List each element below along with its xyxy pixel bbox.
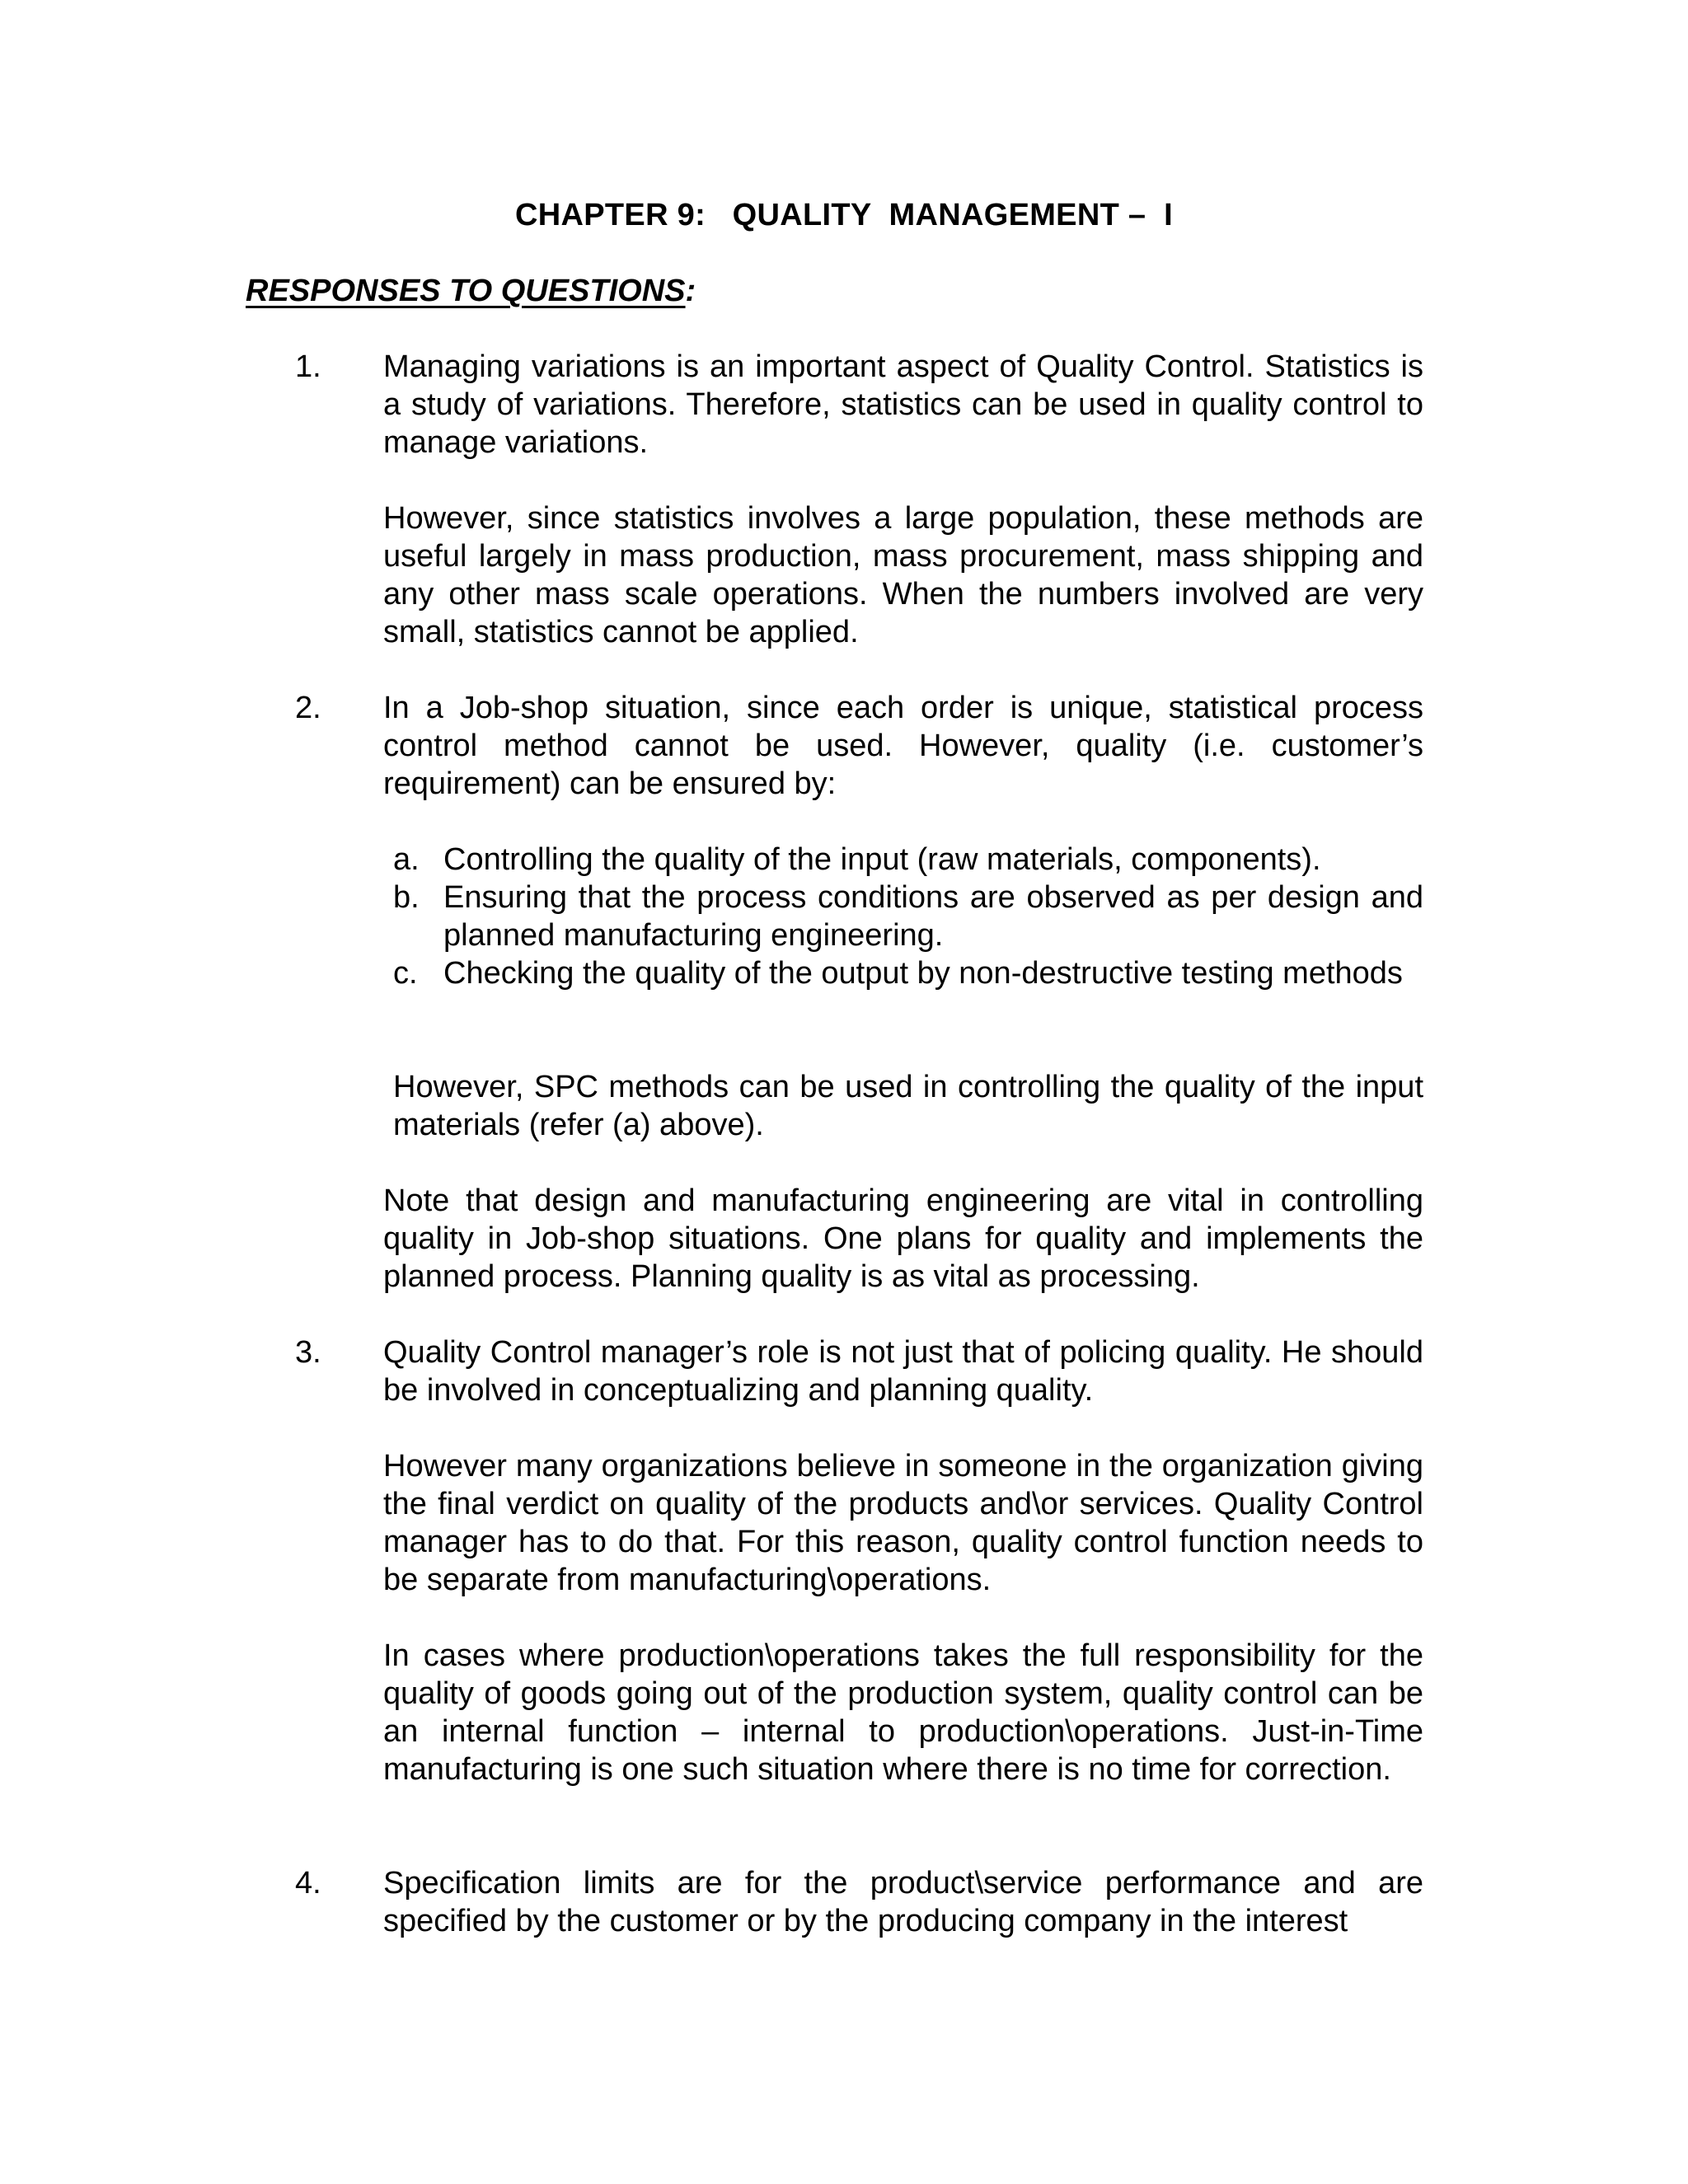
sublist-item-b: Ensuring that the process conditions are observed as per design and planned manufacturing engineering. [443,880,1423,953]
item-1-paragraph-2: However, since statistics involves a large population, these methods are useful largely in mass production, mass procurement, mass shipping and any other mass scale operations. When the numbers involved are very small, statistics cannot be applied. [383,501,1423,649]
item-4-paragraph-1: Specification limits are for the product\service performance and are specified by the customer or by the producing company in the interest [383,1866,1423,1938]
section-heading-text: RESPONSES TO QUESTIONS [246,274,686,308]
item-2-paragraph-1: In a Job-shop situation, since each order is unique, statistical process control method cannot be used. However, quality (i.e. customer’s requirement) can be ensured by: [383,691,1423,801]
sublist-letter: c. [393,956,418,991]
item-3-paragraph-1: Quality Control manager’s role is not just that of policing quality. He should be involved in conceptualizing and planning quality. [383,1335,1423,1408]
chapter-title: CHAPTER 9: QUALITY MANAGEMENT – I [515,198,1173,232]
section-heading-colon: : [685,274,696,308]
section-heading [246,272,696,310]
item-number: 3. [295,1335,321,1370]
item-number: 2. [295,691,321,725]
sublist-letter: a. [393,842,420,877]
item-number: 4. [295,1866,321,1900]
item-3-paragraph-2: However many organizations believe in someone in the organization giving the final verdict on quality of the products and\or services. Quality Control manager has to do that. For this reason, quality control function needs to be separate from manufacturing\operations. [383,1449,1423,1597]
item-1-paragraph-1: Managing variations is an important aspect of Quality Control. Statistics is a study of variations. Therefore, statistics can be used in quality control to manage variations. [383,349,1423,460]
item-number: 1. [295,349,321,384]
item-3-paragraph-3: In cases where production\operations takes the full responsibility for the quality of goods going out of the production system, quality control can be an internal function – internal to production\operations. Just-in-Time manufacturing is one such situation where there is no time for correction. [383,1638,1423,1787]
sublist-letter: b. [393,880,420,915]
sublist-item-a: Controlling the quality of the input (raw materials, components). [443,842,1321,877]
item-2-note: Note that design and manufacturing engineering are vital in controlling quality in Job-shop situations. One plans for quality and implements the planned process. Planning quality is as vital as processing. [383,1183,1423,1294]
item-2-after-sublist: However, SPC methods can be used in controlling the quality of the input materials (refer (a) above). [393,1070,1423,1142]
sublist-item-c: Checking the quality of the output by non-destructive testing methods [443,956,1403,991]
